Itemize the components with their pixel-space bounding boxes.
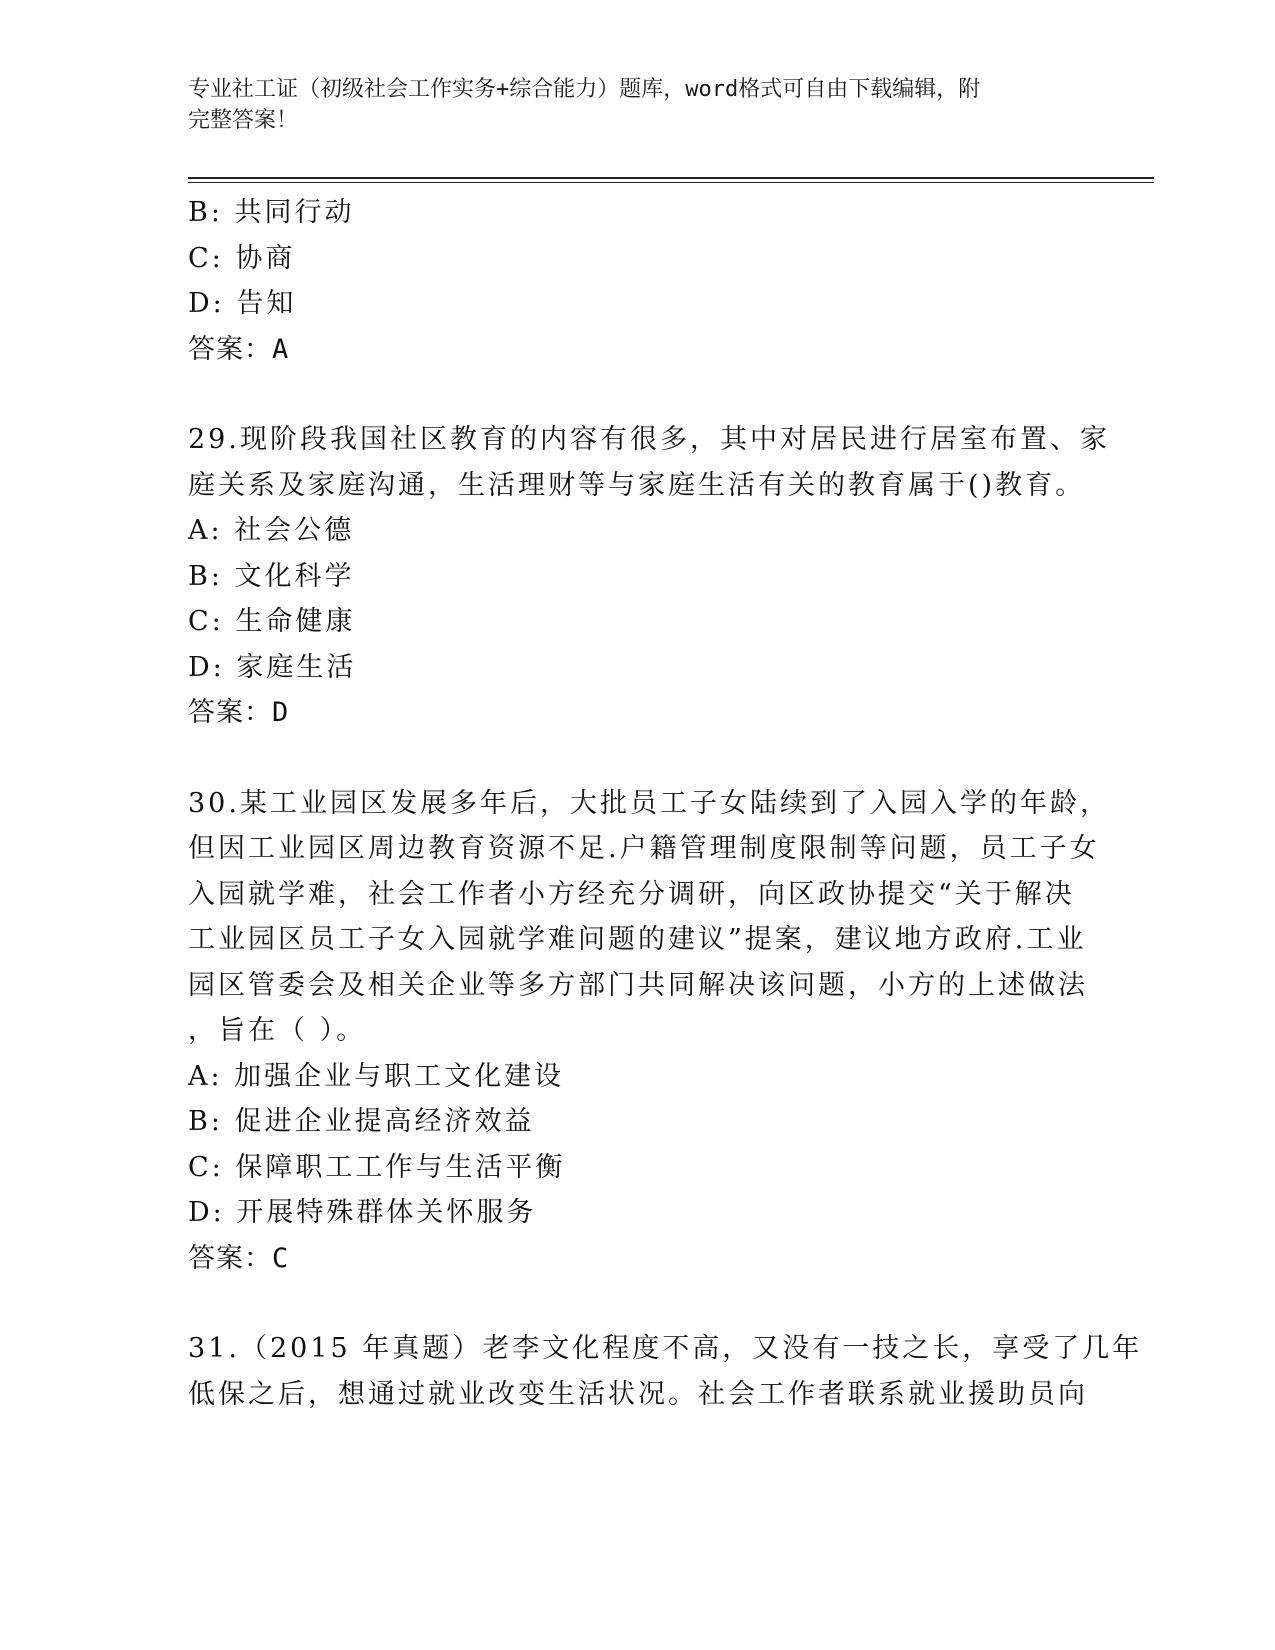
question-text-line: 31.（2015 年真题）老李文化程度不高，又没有一技之长，享受了几年 xyxy=(188,1333,1143,1364)
option-b: B: 文化科学 xyxy=(188,560,355,592)
header-line-1: 专业社工证（初级社会工作实务+综合能力）题库，word格式可自由下载编辑，附 xyxy=(188,77,981,102)
header-divider-thick xyxy=(188,177,1154,179)
option-d: D: 告知 xyxy=(188,288,297,319)
question-text-line: 低保之后，想通过就业改变生活状况。社会工作者联系就业援助员向 xyxy=(188,1378,1088,1410)
question-30 xyxy=(188,781,1110,1282)
question-text-line: 29.现阶段我国社区教育的内容有很多，其中对居民进行居室布置、家 xyxy=(188,424,1110,455)
answer-line: 答案：D xyxy=(188,697,290,728)
header-line-2: 完整答案！ xyxy=(188,108,299,133)
option-d: D: 开展特殊群体关怀服务 xyxy=(188,1197,537,1228)
question-text-line: 入园就学难，社会工作者小方经充分调研，向区政协提交“关于解决 xyxy=(188,878,1075,910)
option-b: B: 共同行动 xyxy=(188,197,355,228)
question-content xyxy=(188,190,1143,1417)
option-c: C: 协商 xyxy=(188,242,296,274)
option-a: A: 加强企业与职工文化建设 xyxy=(188,1060,565,1092)
question-28-tail xyxy=(188,190,1088,372)
header-divider-thin xyxy=(188,182,1154,183)
question-text-line: 但因工业园区周边教育资源不足.户籍管理制度限制等问题，员工子女 xyxy=(188,833,1100,864)
option-b: B: 促进企业提高经济效益 xyxy=(188,1106,535,1137)
option-c: C: 保障职工工作与生活平衡 xyxy=(188,1151,566,1183)
question-29 xyxy=(188,417,1110,736)
option-c: C: 生命健康 xyxy=(188,606,356,637)
option-a: A: 社会公德 xyxy=(188,515,355,546)
question-text-line: 园区管委会及相关企业等多方部门共同解决该问题，小方的上述做法 xyxy=(188,969,1088,1001)
answer-line: 答案：C xyxy=(188,1242,290,1274)
question-31 xyxy=(188,1326,1143,1417)
question-text-line: 庭关系及家庭沟通，生活理财等与家庭生活有关的教育属于()教育。 xyxy=(188,469,1086,501)
question-text-line: 30.某工业园区发展多年后，大批员工子女陆续到了入园入学的年龄， xyxy=(188,787,1110,819)
question-text-line: 工业园区员工子女入园就学难问题的建议”提案，建议地方政府.工业 xyxy=(188,924,1087,955)
document-header xyxy=(188,74,1088,136)
question-text-line: ，旨在（ ）。 xyxy=(188,1015,367,1046)
option-d: D: 家庭生活 xyxy=(188,651,357,683)
answer-line: 答案：A xyxy=(188,333,290,365)
